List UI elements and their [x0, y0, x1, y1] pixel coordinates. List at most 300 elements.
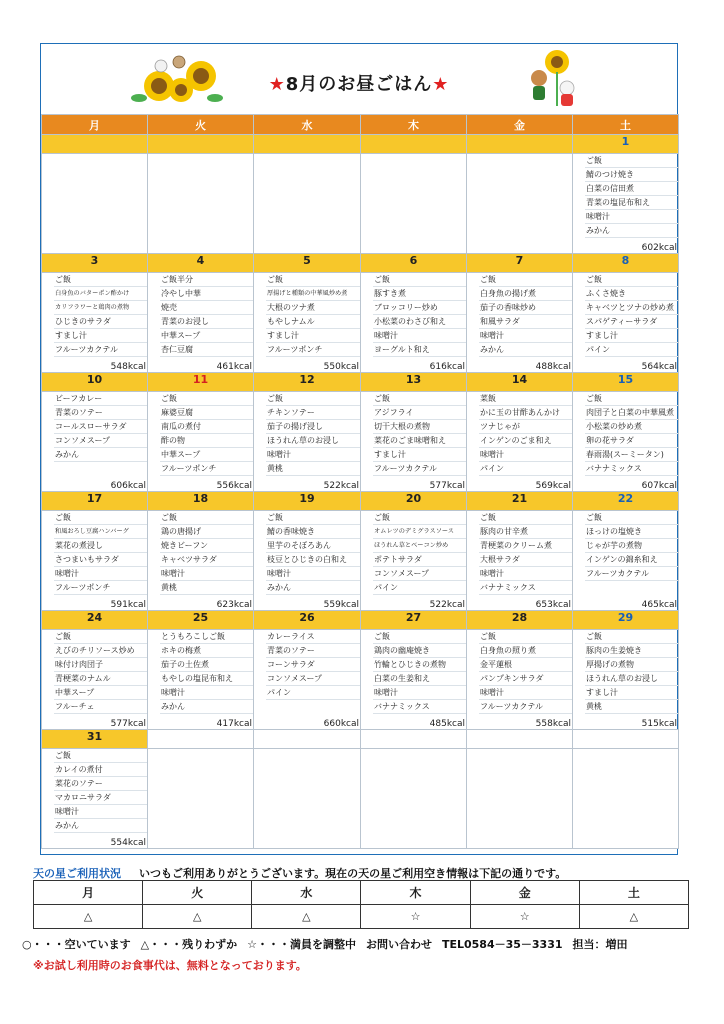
menu-item: みかん	[479, 343, 572, 357]
menu-cell	[573, 392, 679, 492]
menu-item: 中華スープ	[160, 448, 253, 462]
menu-items	[254, 392, 360, 476]
menu-item: ホキの梅煮	[160, 644, 253, 658]
menu-item: 大根のツナ煮	[266, 301, 360, 315]
date-cell: 31	[42, 730, 148, 749]
calorie-value: 591kcal	[110, 600, 146, 610]
menu-item: コーンサラダ	[266, 658, 360, 672]
menu-item: 麻婆豆腐	[160, 406, 253, 420]
date-cell: 12	[254, 373, 361, 392]
menu-item: ツナじゃが	[479, 420, 572, 434]
date-cell: 27	[361, 611, 467, 630]
date-cell-empty	[361, 135, 467, 154]
menu-item: ご飯	[479, 630, 572, 644]
menu-item: 白身魚のバターポン酢かけ	[54, 287, 147, 301]
menu-item: 味付け肉団子	[54, 658, 147, 672]
menu-item: ご飯	[54, 511, 147, 525]
weekday-header: 火	[148, 115, 254, 135]
menu-item: パイン	[479, 462, 572, 476]
menu-item: ご飯	[373, 630, 466, 644]
menu-item: 味噌汁	[479, 329, 572, 343]
date-cell-empty	[573, 730, 679, 749]
menu-item: 中華スープ	[160, 329, 253, 343]
date-cell-empty	[148, 730, 254, 749]
menu-items	[573, 630, 678, 714]
menu-frame	[40, 43, 678, 855]
date-cell-empty	[467, 730, 573, 749]
menu-item: 冷やし中華	[160, 287, 253, 301]
menu-item: オムレツのデミグラスソース	[373, 525, 466, 539]
menu-items	[573, 511, 678, 581]
date-row	[42, 492, 679, 511]
menu-cell-empty	[148, 154, 254, 254]
menu-item: もやしナムル	[266, 315, 360, 329]
calorie-value: 606kcal	[110, 481, 146, 491]
date-cell: 11	[148, 373, 254, 392]
menu-item: 竹輪とひじきの煮物	[373, 658, 466, 672]
menu-item: ご飯	[585, 392, 678, 406]
menu-item: スパゲティーサラダ	[585, 315, 678, 329]
calorie-value: 577kcal	[429, 481, 465, 491]
menu-item: ご飯	[54, 630, 147, 644]
menu-item: 鯖のつけ焼き	[585, 168, 678, 182]
availability-message: いつもご利用ありがとうございます。現在の天の星ご利用空き情報は下記の通りです。	[139, 867, 567, 880]
menu-cell-empty	[467, 749, 573, 849]
star-icon: ★	[432, 74, 450, 95]
avail-mark: △	[579, 905, 688, 929]
menu-cell	[254, 273, 361, 373]
menu-item: キャベツサラダ	[160, 553, 253, 567]
phone-number: TEL0584－35－3331	[441, 938, 563, 951]
date-cell: 28	[467, 611, 573, 630]
menu-item: 菜花の煮浸し	[54, 539, 147, 553]
calorie-value: 607kcal	[641, 481, 677, 491]
avail-day: 金	[470, 881, 579, 905]
date-cell: 20	[361, 492, 467, 511]
avail-mark: △	[252, 905, 361, 929]
calorie-value: 602kcal	[641, 243, 677, 253]
menu-item: とうもろこしご飯	[160, 630, 253, 644]
menu-items	[42, 630, 147, 714]
menu-item: 肉団子と白菜の中華風煮	[585, 406, 678, 420]
calorie-value: 465kcal	[641, 600, 677, 610]
menu-item: みかん	[585, 224, 678, 238]
menu-item: すまし汁	[585, 329, 678, 343]
menu-item: 青梗菜のナムル	[54, 672, 147, 686]
menu-item: ご飯	[54, 749, 147, 763]
menu-item: 菜花のごま味噌和え	[373, 434, 466, 448]
avail-mark: △	[143, 905, 252, 929]
date-cell: 24	[42, 611, 148, 630]
menu-items	[361, 392, 466, 476]
date-cell: 17	[42, 492, 148, 511]
weekday-header: 月	[42, 115, 148, 135]
menu-item: フルーツカクテル	[54, 343, 147, 357]
menu-item: ご飯	[160, 511, 253, 525]
menu-item: バナナミックス	[585, 462, 678, 476]
menu-items	[467, 630, 572, 714]
menu-item: 茄子の香味炒め	[479, 301, 572, 315]
menu-items	[467, 392, 572, 476]
menu-item: さつまいもサラダ	[54, 553, 147, 567]
date-row	[42, 611, 679, 630]
menu-item: フルーツポンチ	[54, 581, 147, 595]
calorie-value: 623kcal	[216, 600, 252, 610]
menu-item: 黄桃	[585, 700, 678, 714]
menu-item: 味噌汁	[54, 805, 147, 819]
menu-cell-empty	[254, 154, 361, 254]
menu-cell	[361, 273, 467, 373]
menu-item: バナナミックス	[479, 581, 572, 595]
date-cell: 22	[573, 492, 679, 511]
date-cell: 19	[254, 492, 361, 511]
menu-cell	[467, 511, 573, 611]
menu-cell	[148, 273, 254, 373]
menu-item: パンプキンサラダ	[479, 672, 572, 686]
menu-item: 味噌汁	[373, 686, 466, 700]
menu-items	[361, 511, 466, 595]
date-cell: 8	[573, 254, 679, 273]
menu-row	[42, 154, 679, 254]
menu-cell	[361, 392, 467, 492]
calorie-value: 488kcal	[535, 362, 571, 372]
date-cell: 10	[42, 373, 148, 392]
menu-cell-empty	[361, 749, 467, 849]
menu-cell	[42, 273, 148, 373]
calorie-value: 653kcal	[535, 600, 571, 610]
menu-item: 酢の物	[160, 434, 253, 448]
menu-item: カレーライス	[266, 630, 360, 644]
date-row	[42, 730, 679, 749]
menu-item: ほうれん草のお浸し	[266, 434, 360, 448]
menu-item: ご飯	[373, 273, 466, 287]
menu-cell	[42, 630, 148, 730]
menu-item: ご飯	[585, 511, 678, 525]
menu-item: ポテトサラダ	[373, 553, 466, 567]
menu-cell-empty	[361, 154, 467, 254]
menu-item: 豚すき煮	[373, 287, 466, 301]
menu-item: かに玉の甘酢あんかけ	[479, 406, 572, 420]
menu-item: もやしの塩昆布和え	[160, 672, 253, 686]
date-cell-empty	[148, 135, 254, 154]
menu-cell	[361, 630, 467, 730]
date-row	[42, 135, 679, 154]
menu-item: 味噌汁	[373, 329, 466, 343]
date-cell: 6	[361, 254, 467, 273]
menu-item: インゲンのごま和え	[479, 434, 572, 448]
calorie-value: 554kcal	[110, 838, 146, 848]
menu-cell	[361, 511, 467, 611]
calorie-value: 660kcal	[323, 719, 359, 729]
menu-item: 味噌汁	[479, 567, 572, 581]
menu-cell	[148, 392, 254, 492]
menu-item: チキンソテー	[266, 406, 360, 420]
menu-item: 卵の花サラダ	[585, 434, 678, 448]
menu-items	[42, 392, 147, 462]
menu-items	[573, 392, 678, 476]
menu-item: 青菜のソテー	[266, 644, 360, 658]
calorie-value: 569kcal	[535, 481, 571, 491]
legend-few: △・・・残りわずか	[140, 938, 238, 951]
menu-cell	[148, 630, 254, 730]
menu-item: みかん	[54, 819, 147, 833]
header	[41, 44, 677, 114]
date-cell-empty	[42, 135, 148, 154]
menu-item: ほうれん草とベーコン炒め	[373, 539, 466, 553]
menu-item: 枝豆とひじきの白和え	[266, 553, 360, 567]
menu-cell-empty	[467, 154, 573, 254]
menu-item: 味噌汁	[479, 448, 572, 462]
date-cell-empty	[254, 730, 361, 749]
menu-cell	[467, 630, 573, 730]
menu-cell	[148, 511, 254, 611]
availability-title: 天の星ご利用状況	[33, 867, 121, 880]
legend-open: ○・・・空いています	[22, 938, 131, 951]
date-cell: 29	[573, 611, 679, 630]
menu-item: ご飯	[479, 511, 572, 525]
menu-item: 鯖の香味焼き	[266, 525, 360, 539]
menu-item: カレイの煮付	[54, 763, 147, 777]
menu-item: 青菜の塩昆布和え	[585, 196, 678, 210]
menu-item: 白菜の信田煮	[585, 182, 678, 196]
sunflower-animals-illustration-right	[525, 48, 581, 110]
menu-item: 焼売	[160, 301, 253, 315]
calorie-value: 522kcal	[323, 481, 359, 491]
menu-item: 鶏の唐揚げ	[160, 525, 253, 539]
menu-item: ご飯	[479, 273, 572, 287]
menu-cell	[467, 273, 573, 373]
menu-item: 菜花のソテー	[54, 777, 147, 791]
calorie-value: 417kcal	[216, 719, 252, 729]
menu-item: すまし汁	[373, 448, 466, 462]
trial-note: ※お試し利用時のお食事代は、無料となっております。	[33, 959, 307, 972]
menu-items	[573, 154, 678, 238]
menu-cell	[42, 392, 148, 492]
menu-item: パイン	[585, 343, 678, 357]
menu-item: 味噌汁	[54, 567, 147, 581]
menu-item: 南瓜の煮付	[160, 420, 253, 434]
date-cell: 26	[254, 611, 361, 630]
date-cell: 5	[254, 254, 361, 273]
menu-items	[467, 273, 572, 357]
menu-item: 青菜のソテー	[54, 406, 147, 420]
menu-item: 中華スープ	[54, 686, 147, 700]
menu-item: 味噌汁	[585, 210, 678, 224]
avail-mark: △	[34, 905, 143, 929]
weekday-header-row	[42, 115, 679, 135]
date-cell: 21	[467, 492, 573, 511]
menu-item: ブロッコリー炒め	[373, 301, 466, 315]
menu-cell-empty	[573, 749, 679, 849]
menu-item: パイン	[266, 686, 360, 700]
availability-mark-row	[34, 905, 689, 929]
menu-cell-empty	[254, 749, 361, 849]
calendar-table	[41, 114, 679, 849]
menu-item: 味噌汁	[160, 567, 253, 581]
menu-item: ビーフカレー	[54, 392, 147, 406]
menu-calendar	[41, 114, 678, 849]
avail-day: 土	[579, 881, 688, 905]
menu-item: みかん	[160, 700, 253, 714]
menu-item: えびのチリソース炒め	[54, 644, 147, 658]
date-row	[42, 373, 679, 392]
menu-item: ひじきのサラダ	[54, 315, 147, 329]
menu-item: ご飯	[373, 511, 466, 525]
menu-row	[42, 511, 679, 611]
date-cell: 7	[467, 254, 573, 273]
menu-items	[254, 630, 360, 700]
menu-item: 春雨湯(スーミータン)	[585, 448, 678, 462]
menu-item: フルーチェ	[54, 700, 147, 714]
availability-table	[33, 880, 689, 929]
menu-item: 豚肉の生姜焼き	[585, 644, 678, 658]
menu-items	[42, 749, 147, 833]
menu-item: コールスローサラダ	[54, 420, 147, 434]
menu-items	[254, 273, 360, 357]
menu-row	[42, 392, 679, 492]
menu-item: コンソメスープ	[54, 434, 147, 448]
menu-cell	[254, 392, 361, 492]
legend	[22, 936, 638, 952]
availability-header	[33, 862, 566, 881]
menu-item: 里芋のそぼろあん	[266, 539, 360, 553]
menu-cell	[254, 630, 361, 730]
menu-item: ご飯	[373, 392, 466, 406]
calorie-value: 485kcal	[429, 719, 465, 729]
menu-item: 味噌汁	[479, 686, 572, 700]
calorie-value: 558kcal	[535, 719, 571, 729]
menu-cell	[254, 511, 361, 611]
menu-item: 味噌汁	[266, 448, 360, 462]
menu-item: ご飯半分	[160, 273, 253, 287]
menu-items	[148, 273, 253, 357]
date-cell-empty	[361, 730, 467, 749]
menu-item: ご飯	[585, 154, 678, 168]
avail-mark: ☆	[361, 905, 470, 929]
menu-item: ほっけの塩焼き	[585, 525, 678, 539]
menu-item: ご飯	[54, 273, 147, 287]
menu-item: アジフライ	[373, 406, 466, 420]
menu-item: マカロニサラダ	[54, 791, 147, 805]
menu-item: ご飯	[266, 511, 360, 525]
menu-cell-empty	[148, 749, 254, 849]
menu-item: パイン	[373, 581, 466, 595]
avail-day: 火	[143, 881, 252, 905]
menu-item: フルーツポンチ	[160, 462, 253, 476]
menu-item: ご飯	[266, 392, 360, 406]
menu-item: 大根サラダ	[479, 553, 572, 567]
calorie-value: 577kcal	[110, 719, 146, 729]
menu-item: フルーツカクテル	[373, 462, 466, 476]
menu-items	[148, 630, 253, 714]
menu-item: ご飯	[266, 273, 360, 287]
title-text: 8月のお昼ごはん	[285, 74, 433, 95]
menu-items	[361, 630, 466, 714]
calorie-value: 548kcal	[110, 362, 146, 372]
date-cell: 14	[467, 373, 573, 392]
menu-items	[148, 392, 253, 476]
menu-item: 白身魚の照り煮	[479, 644, 572, 658]
menu-item: ご飯	[160, 392, 253, 406]
menu-item: 金平蓮根	[479, 658, 572, 672]
star-icon: ★	[268, 74, 286, 95]
menu-item: 黄桃	[160, 581, 253, 595]
calorie-value: 556kcal	[216, 481, 252, 491]
menu-items	[467, 511, 572, 595]
weekday-header: 木	[361, 115, 467, 135]
menu-item: すまし汁	[585, 686, 678, 700]
menu-item: 焼きビーフン	[160, 539, 253, 553]
menu-item: 和風サラダ	[479, 315, 572, 329]
menu-item: 味噌汁	[266, 567, 360, 581]
menu-item: コンソメスープ	[373, 567, 466, 581]
menu-item: すまし汁	[266, 329, 360, 343]
menu-item: 白身魚の揚げ煮	[479, 287, 572, 301]
menu-item: フルーツカクテル	[479, 700, 572, 714]
date-cell: 18	[148, 492, 254, 511]
date-row	[42, 254, 679, 273]
menu-cell-empty	[42, 154, 148, 254]
avail-day: 月	[34, 881, 143, 905]
calorie-value: 616kcal	[429, 362, 465, 372]
menu-items	[361, 273, 466, 357]
menu-item: 杏仁豆腐	[160, 343, 253, 357]
weekday-header: 金	[467, 115, 573, 135]
menu-item: みかん	[266, 581, 360, 595]
date-cell: 15	[573, 373, 679, 392]
menu-item: 和風おろし豆腐ハンバーグ	[54, 525, 147, 539]
menu-cell	[467, 392, 573, 492]
menu-item: 青梗菜のクリーム煮	[479, 539, 572, 553]
menu-items	[254, 511, 360, 595]
date-cell: 3	[42, 254, 148, 273]
menu-item: 味噌汁	[160, 686, 253, 700]
menu-item: 小松菜の炒め煮	[585, 420, 678, 434]
menu-item: キャベツとツナの炒め煮	[585, 301, 678, 315]
menu-item: 黄桃	[266, 462, 360, 476]
menu-item: 白菜の生姜和え	[373, 672, 466, 686]
menu-cell	[573, 154, 679, 254]
calorie-value: 564kcal	[641, 362, 677, 372]
calorie-value: 515kcal	[641, 719, 677, 729]
weekday-header: 水	[254, 115, 361, 135]
menu-item: 厚揚げの煮物	[585, 658, 678, 672]
menu-row	[42, 273, 679, 373]
menu-item: ふくさ焼き	[585, 287, 678, 301]
menu-items	[148, 511, 253, 595]
calorie-value: 522kcal	[429, 600, 465, 610]
menu-item: 菜飯	[479, 392, 572, 406]
weekday-header: 土	[573, 115, 679, 135]
menu-item: 切干大根の煮物	[373, 420, 466, 434]
calorie-value: 559kcal	[323, 600, 359, 610]
menu-item: ほうれん草のお浸し	[585, 672, 678, 686]
calorie-value: 461kcal	[216, 362, 252, 372]
date-cell: 1	[573, 135, 679, 154]
calorie-value: 550kcal	[323, 362, 359, 372]
availability-day-row	[34, 881, 689, 905]
menu-item: すまし汁	[54, 329, 147, 343]
menu-item: ヨーグルト和え	[373, 343, 466, 357]
menu-cell	[573, 511, 679, 611]
menu-cell	[42, 749, 148, 849]
menu-items	[573, 273, 678, 357]
date-cell-empty	[467, 135, 573, 154]
menu-row	[42, 749, 679, 849]
menu-item: ご飯	[585, 273, 678, 287]
menu-cell	[573, 273, 679, 373]
date-cell: 4	[148, 254, 254, 273]
